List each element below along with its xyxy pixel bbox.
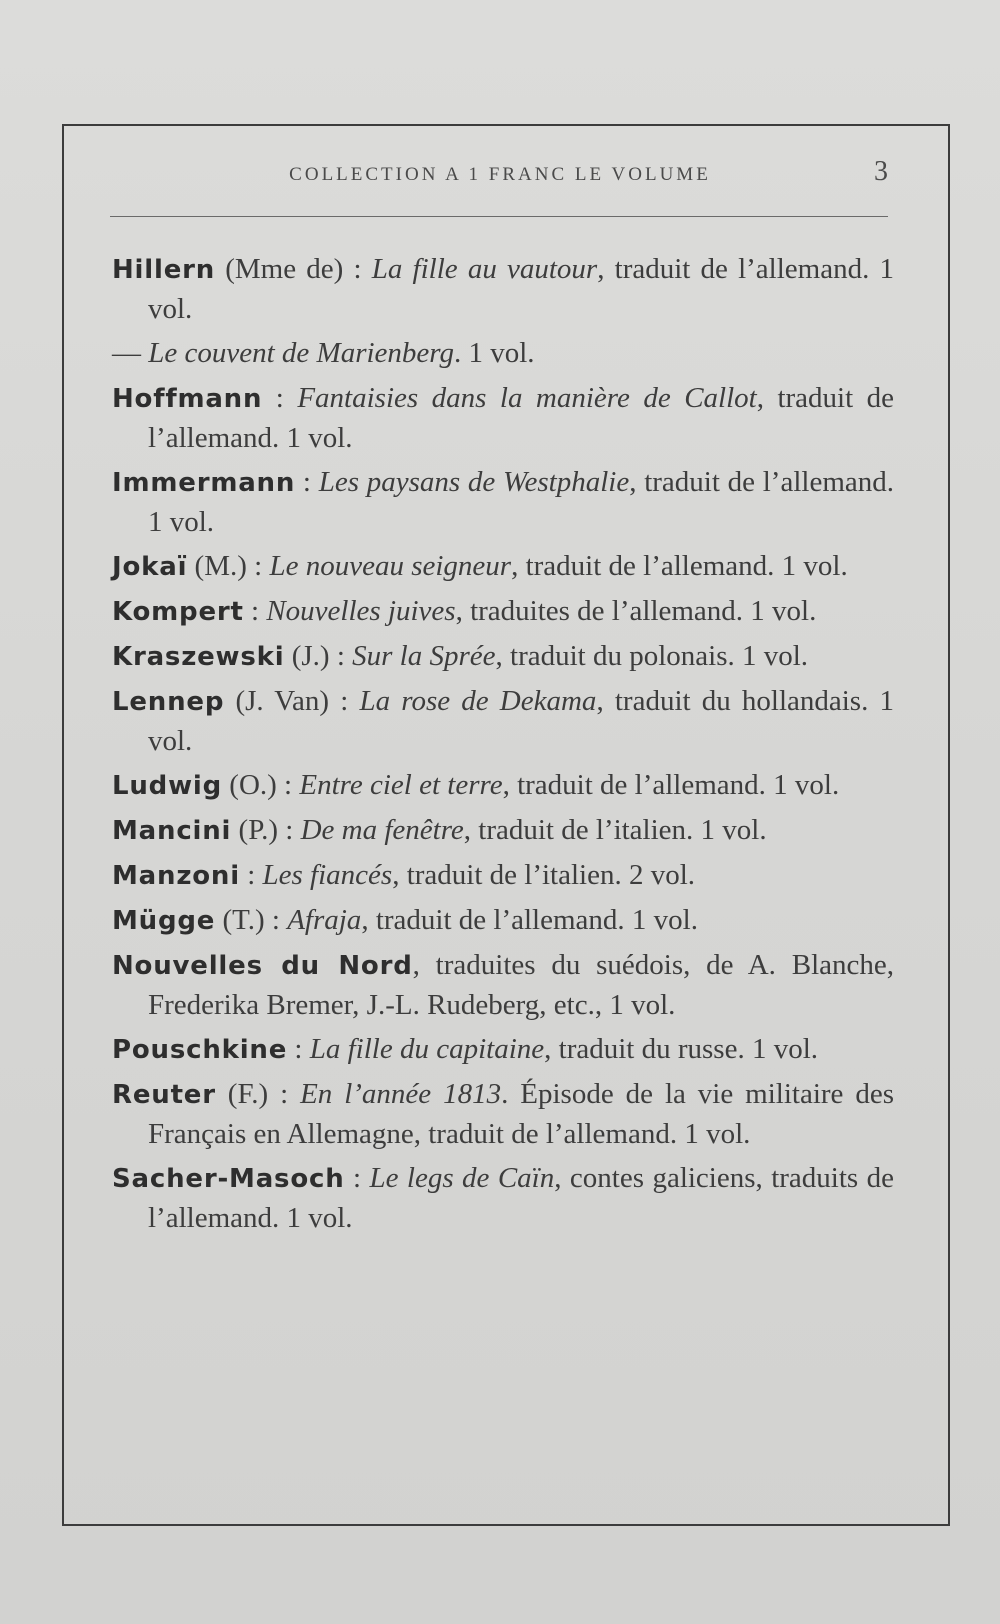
entry-author: Immermann	[112, 468, 296, 498]
running-header-title: COLLECTION A 1 FRANC LE VOLUME	[289, 164, 711, 185]
entry-author: Jokaï	[112, 552, 188, 582]
entry-details: , traduit de l’allemand. 1 vol.	[502, 769, 840, 801]
entry-author: Mügge	[112, 906, 216, 936]
entry-details: , traduit de l’allemand. 1 vol.	[361, 904, 698, 936]
catalogue-entry	[112, 811, 894, 851]
catalogue-entry	[112, 1075, 894, 1154]
entry-details: , traduit du polonais. 1 vol.	[495, 640, 809, 672]
entry-qualifier: :	[344, 1162, 370, 1194]
entry-title: Sur la Sprée	[352, 640, 496, 672]
entry-author: Reuter	[112, 1080, 216, 1110]
entry-author: Manzoni	[112, 861, 240, 891]
catalogue-entry	[112, 379, 894, 458]
entry-details: , traduit de l’allemand. 1 vol.	[148, 382, 894, 454]
entry-author: Hoffmann	[112, 384, 263, 414]
entry-title: En l’année 1813	[300, 1078, 502, 1110]
entry-qualifier: (P.) :	[231, 814, 301, 846]
catalogue-entry	[112, 547, 894, 587]
catalogue-entry	[112, 682, 894, 761]
entry-author: Kraszewski	[112, 642, 285, 672]
entry-author: Nouvelles du Nord	[112, 951, 413, 981]
running-header	[110, 156, 890, 196]
entry-author: Sacher-Masoch	[112, 1164, 345, 1194]
entry-qualifier: (T.) :	[215, 904, 288, 936]
catalogue-entry	[112, 1030, 894, 1070]
entry-details: , traduit de l’allemand. 1 vol.	[511, 550, 848, 582]
entry-title: La fille au vautour	[371, 253, 598, 285]
catalogue-entry	[112, 637, 894, 677]
entry-author: Hillern	[112, 255, 216, 285]
catalogue-entry	[112, 946, 894, 1025]
entry-title: De ma fenêtre	[300, 814, 464, 846]
entry-title: Le couvent de Marienberg	[148, 337, 454, 369]
entry-details: , traduit du hollandais. 1 vol.	[148, 685, 895, 757]
entry-author: Ludwig	[112, 771, 223, 801]
entry-details: , traduit du russe. 1 vol.	[544, 1033, 818, 1065]
entry-details: . Épisode de la vie militaire des Français en Allemagne, traduit de l’allemand. 1 vol.	[148, 1078, 894, 1150]
entry-title: Le nouveau seigneur	[269, 550, 512, 582]
entry-qualifier: (J. Van) :	[224, 685, 360, 717]
entry-qualifier: :	[287, 1033, 310, 1065]
entry-qualifier: :	[262, 382, 298, 414]
entry-details: traduites du suédois, de A. Blanche, Frederika Bremer, J.-L. Rudeberg, etc., 1 vol.	[148, 949, 894, 1021]
entry-qualifier: (Mme de) :	[215, 253, 372, 285]
catalogue-entry	[112, 592, 894, 632]
entry-details: , traduit de l’allemand. 1 vol.	[148, 466, 894, 538]
catalogue-entry	[112, 856, 894, 896]
entry-details: , traduit de l’allemand. 1 vol.	[148, 253, 894, 325]
catalogue-entry	[112, 766, 894, 806]
entry-details: , contes galiciens, traduits de l’allemand. 1 vol.	[148, 1162, 894, 1234]
entry-qualifier: (M.) :	[187, 550, 270, 582]
entry-details: , traduit de l’italien. 1 vol.	[463, 814, 767, 846]
entry-details: , traduites de l’allemand. 1 vol.	[455, 595, 817, 627]
page-number: 3	[874, 156, 888, 187]
entry-title: La fille du capitaine	[309, 1033, 545, 1065]
catalogue-entry	[112, 901, 894, 941]
entry-author: Mancini	[112, 816, 232, 846]
entry-title: Fantaisies dans la manière de Callot	[297, 382, 757, 414]
entry-qualifier: :	[239, 859, 263, 891]
entry-title: Les paysans de Westphalie	[318, 466, 630, 498]
entry-details: . 1 vol.	[454, 337, 535, 369]
entry-qualifier: (F.) :	[215, 1078, 301, 1110]
header-rule	[110, 216, 888, 217]
catalogue-entry	[112, 1159, 894, 1238]
entry-title: La rose de Dekama	[359, 685, 597, 717]
entry-qualifier: (O.) :	[222, 769, 300, 801]
entry-details: , traduit de l’italien. 2 vol.	[392, 859, 696, 891]
catalogue-entry	[112, 250, 894, 329]
entry-qualifier: (J.) :	[284, 640, 353, 672]
entry-title: Les fiancés	[262, 859, 393, 891]
entry-title: Afraja	[287, 904, 362, 936]
catalogue-entry	[112, 334, 894, 374]
entry-qualifier: :	[295, 466, 319, 498]
entry-author: Pouschkine	[112, 1035, 288, 1065]
entry-author: Kompert	[112, 597, 244, 627]
entry-title: Entre ciel et terre	[299, 769, 503, 801]
entry-author: Lennep	[112, 687, 225, 717]
entry-qualifier: —	[112, 337, 149, 369]
catalogue-entries	[112, 250, 894, 1243]
entry-qualifier: ,	[412, 949, 436, 981]
entry-title: Le legs de Caïn	[369, 1162, 555, 1194]
entry-qualifier: :	[243, 595, 267, 627]
catalogue-entry	[112, 463, 894, 542]
entry-title: Nouvelles juives	[266, 595, 456, 627]
